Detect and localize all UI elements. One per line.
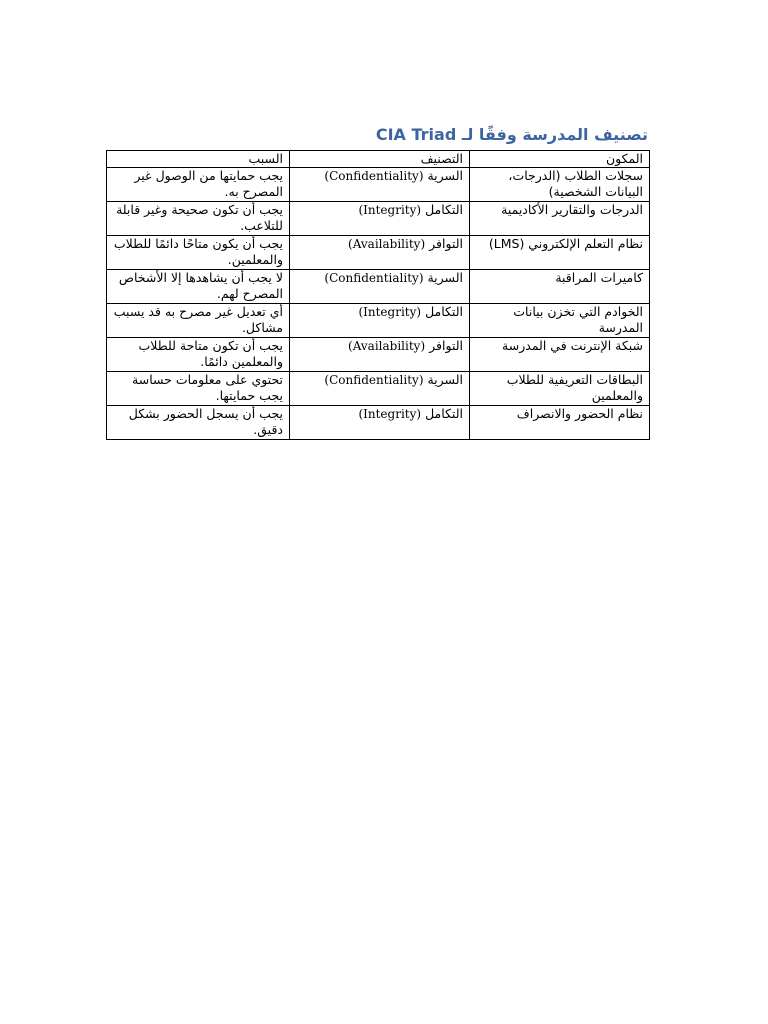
cell-reason: لا يجب أن يشاهدها إلا الأشخاص المصرح لهم. [107,270,290,304]
table-row [107,236,650,270]
cell-classification [290,338,470,372]
cell-reason: تحتوي على معلومات حساسة يجب حمايتها. [107,372,290,406]
cell-reason: يجب أن تكون متاحة للطلاب والمعلمين دائمًا. [107,338,290,372]
classification-arabic: التوافر [429,236,463,251]
table-row [107,304,650,338]
cell-classification [290,406,470,440]
classification-arabic: التكامل [425,202,463,217]
cell-component: شبكة الإنترنت في المدرسة [470,338,650,372]
classification-arabic: السرية [427,168,463,183]
cell-classification [290,202,470,236]
classification-english: (Confidentiality) [324,271,424,285]
header-reason: السبب [107,151,290,168]
table-row [107,270,650,304]
cell-classification [290,236,470,270]
cell-component: البطاقات التعريفية للطلاب والمعلمين [470,372,650,406]
cell-component: نظام التعلم الإلكتروني (LMS) [470,236,650,270]
page-title-latin: CIA Triad [375,125,457,144]
classification-english: (Confidentiality) [324,373,424,387]
table-row [107,168,650,202]
page-title-arabic: تصنيف المدرسة وفقًا لـ [461,125,648,144]
classification-arabic: السرية [427,372,463,387]
classification-arabic: التكامل [425,406,463,421]
cell-component: نظام الحضور والانصراف [470,406,650,440]
classification-arabic: التكامل [425,304,463,319]
table-row [107,372,650,406]
cell-reason: يجب أن يكون متاحًا دائمًا للطلاب والمعلمين. [107,236,290,270]
cell-reason: يجب حمايتها من الوصول غير المصرح به. [107,168,290,202]
cell-classification [290,270,470,304]
cell-component: سجلات الطلاب (الدرجات، البيانات الشخصية) [470,168,650,202]
cell-reason: يجب أن يسجل الحضور بشكل دقيق. [107,406,290,440]
classification-arabic: السرية [427,270,463,285]
classification-english: (Availability) [348,237,426,251]
page-title [106,124,648,146]
cia-classification-table [106,150,650,440]
cell-component: الخوادم التي تخزن بيانات المدرسة [470,304,650,338]
cell-component: كاميرات المراقبة [470,270,650,304]
cell-component: الدرجات والتقارير الأكاديمية [470,202,650,236]
cell-classification [290,304,470,338]
classification-english: (Integrity) [358,407,422,421]
header-classification: التصنيف [290,151,470,168]
classification-english: (Confidentiality) [324,169,424,183]
table-row [107,338,650,372]
cell-reason: يجب أن تكون صحيحة وغير قابلة للتلاعب. [107,202,290,236]
cell-classification [290,372,470,406]
cell-classification [290,168,470,202]
classification-english: (Availability) [348,339,426,353]
table-row [107,202,650,236]
cell-reason: أي تعديل غير مصرح به قد يسبب مشاكل. [107,304,290,338]
classification-arabic: التوافر [429,338,463,353]
header-component: المكون [470,151,650,168]
classification-english: (Integrity) [358,203,422,217]
table-header-row [107,151,650,168]
classification-english: (Integrity) [358,305,422,319]
table-row [107,406,650,440]
